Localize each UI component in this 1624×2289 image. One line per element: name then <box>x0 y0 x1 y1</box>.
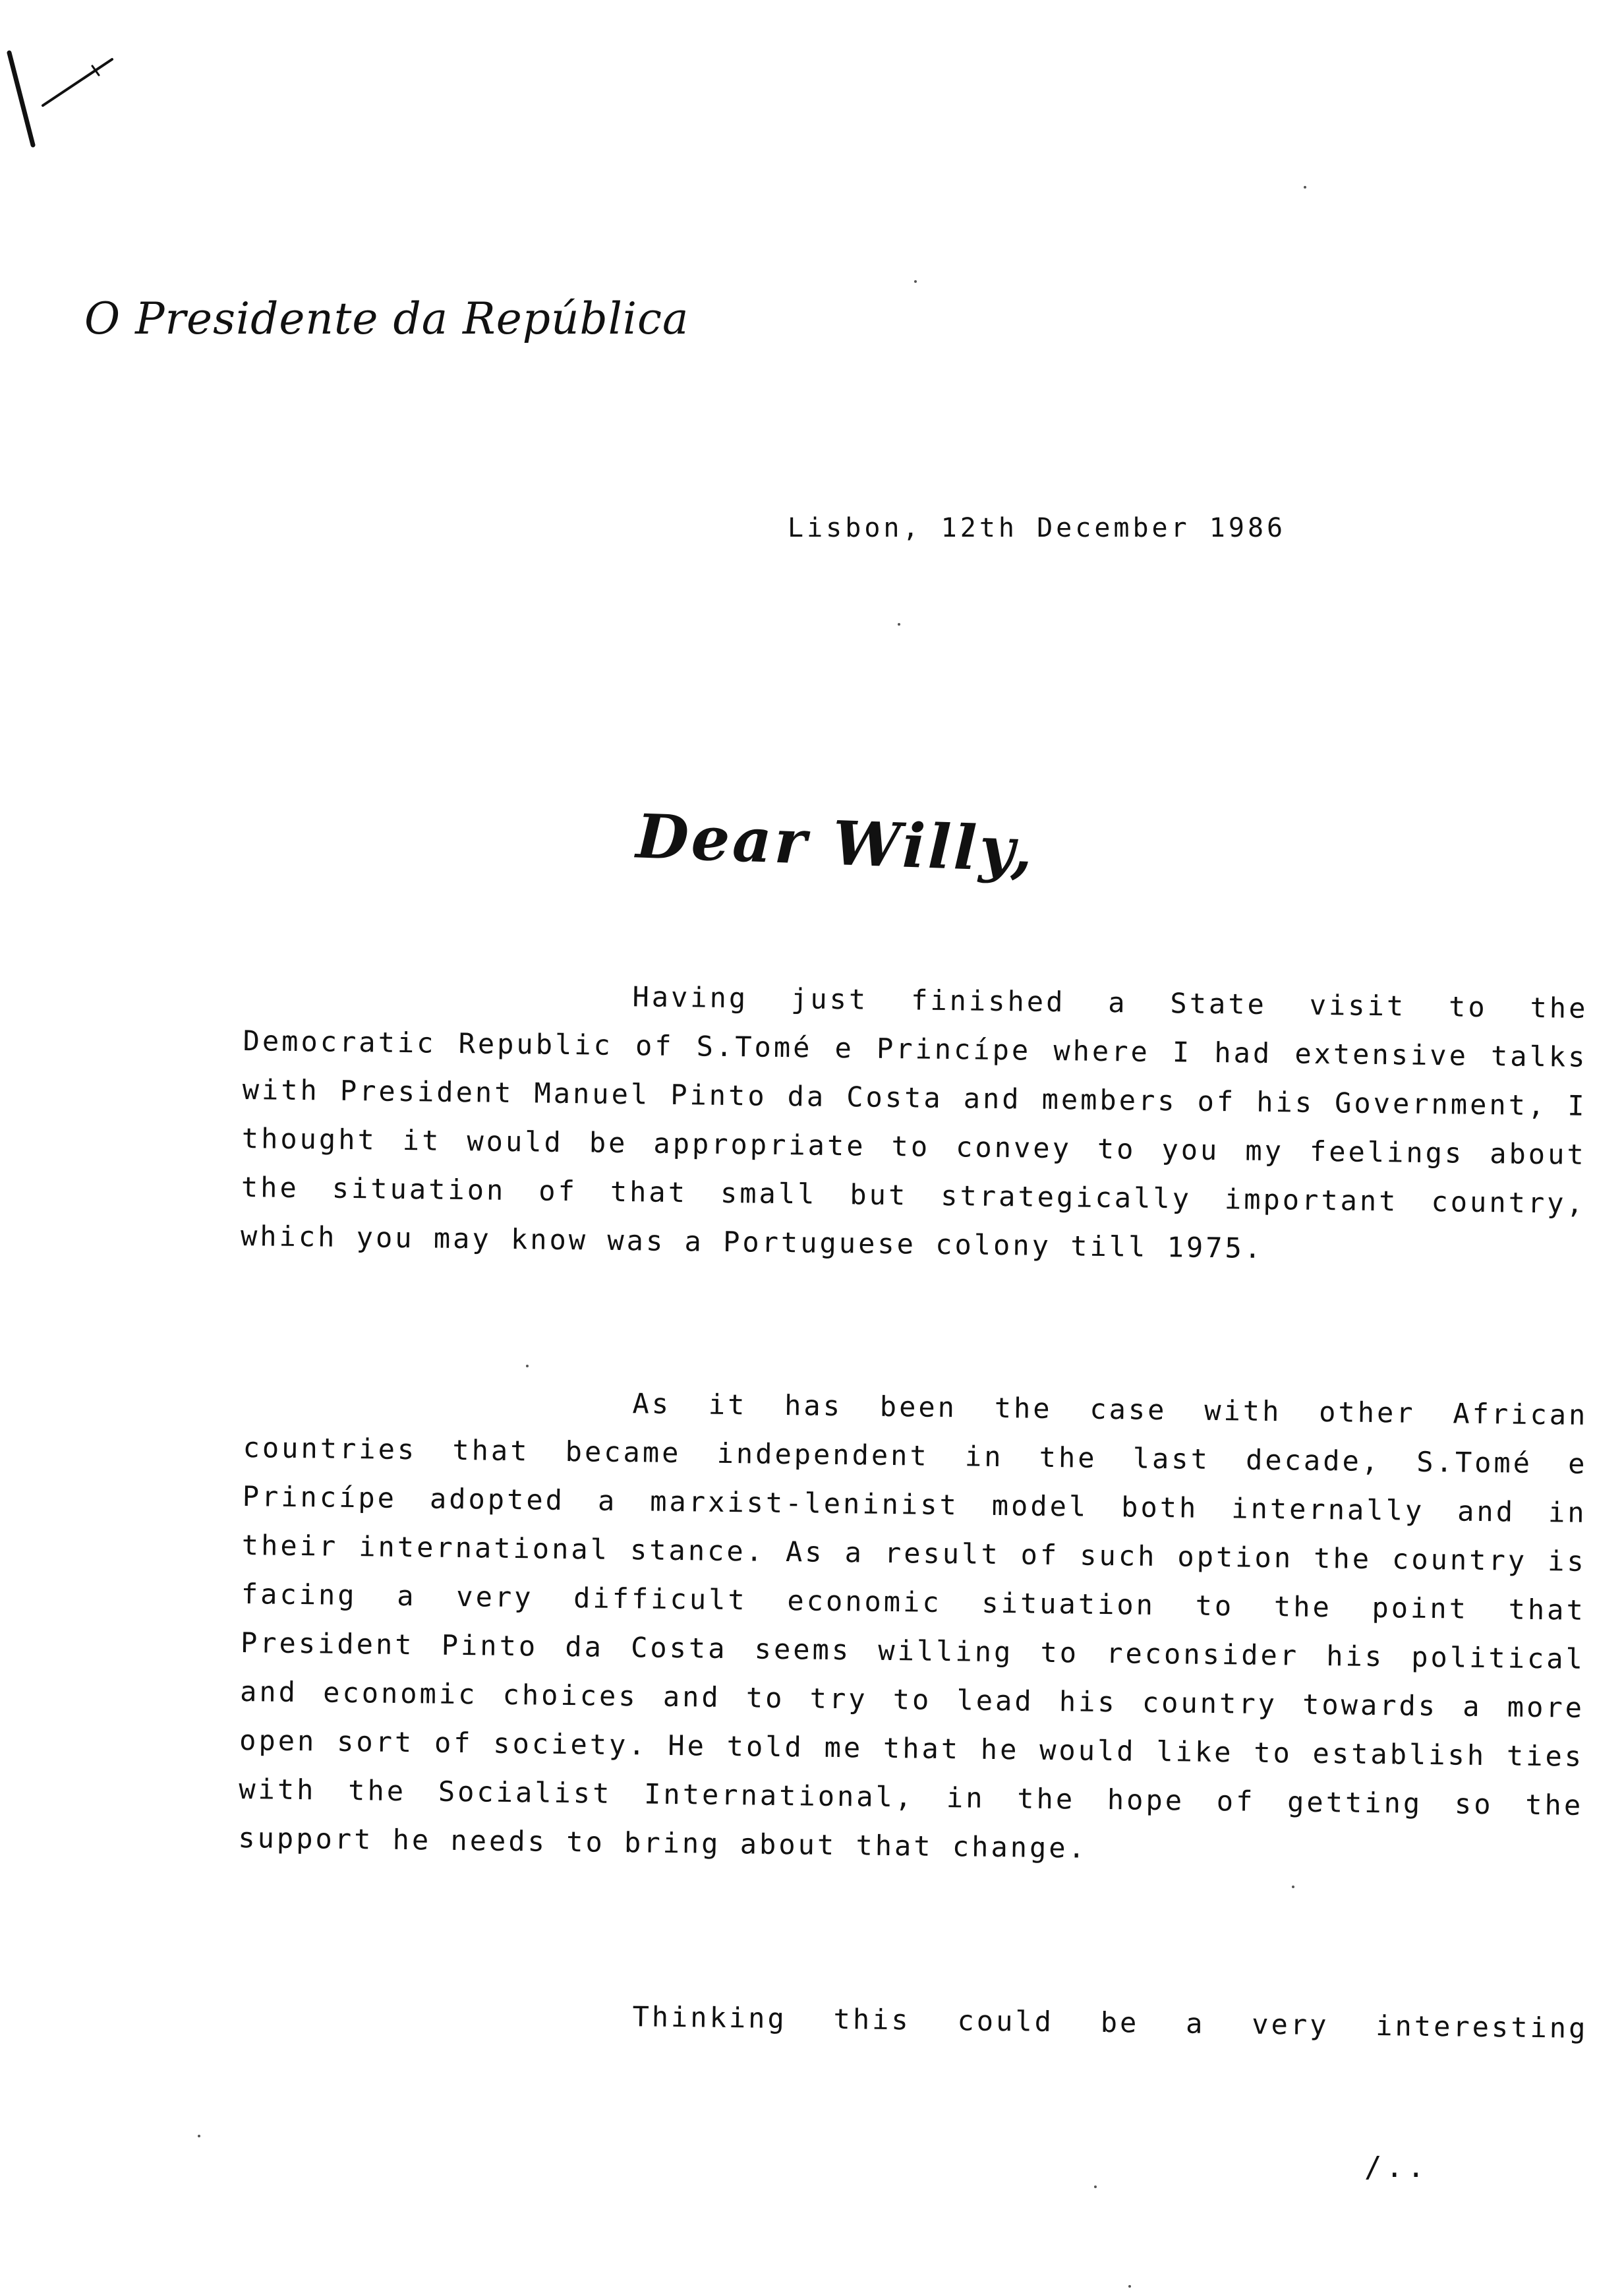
scan-speck <box>1094 2185 1097 2188</box>
scan-speck <box>198 2135 200 2137</box>
scan-speck <box>1128 2285 1131 2288</box>
paragraph-1: Having just finished a State visit to the Democratic Republic of S.Tomé e Princípe where I had extensive talks with President Manuel Pinto da Costa and members of his Government, I thought it would be appropriate to convey to you my feelings about the situation of that small but strategically important country, which you may know was a Portuguese colony till 1975. <box>240 980 1588 1264</box>
scan-speck <box>526 1365 529 1367</box>
dateline: Lisbon, 12th December 1986 <box>788 513 1287 543</box>
scan-speck <box>914 280 917 283</box>
scan-speck <box>1304 186 1306 189</box>
paragraph-2: As it has been the case with other African countries that became independent in the last decade, S.Tomé e Princípe adopted a marxist-leninist model both internally and in their international stance. As a result of such option the country is facing a very difficult economic situation to the point that President Pinto da Costa seems willing to reconsider his political and economic choices and to try to lead his country towards a more open sort of society. He told me that he would like to establish ties with the Socialist International, in the hope of getting so the support he needs to bring about that change. <box>238 1387 1588 1864</box>
scan-speck <box>898 623 900 626</box>
handwritten-corner-mark <box>7 46 119 152</box>
continuation-mark: /.. <box>1364 2151 1429 2184</box>
paragraph-3: Thinking this could be a very interesting <box>632 2000 1588 2044</box>
letterhead: O Presidente da República <box>84 293 689 344</box>
salutation: Dear Willy, <box>635 800 1037 886</box>
scan-speck <box>1292 1886 1294 1888</box>
